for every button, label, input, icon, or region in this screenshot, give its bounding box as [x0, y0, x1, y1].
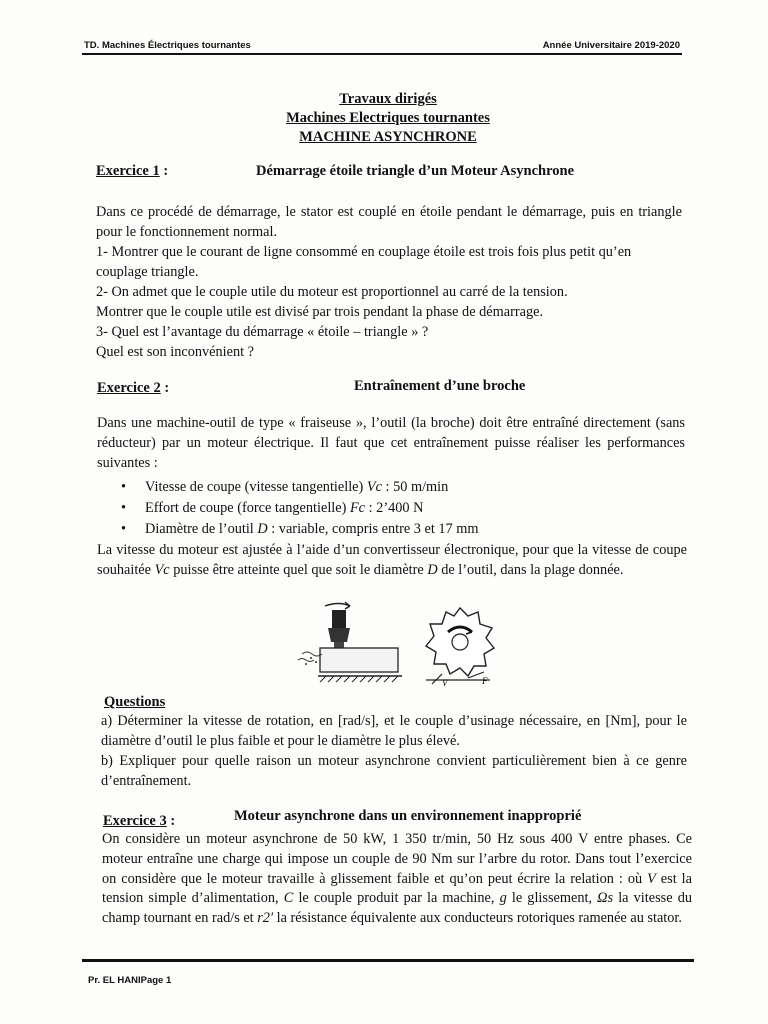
footer-author-page: Pr. EL HANIPage 1	[88, 975, 172, 986]
document-title-block	[200, 90, 576, 147]
title-line-2: Machines Electriques tournantes	[286, 110, 490, 126]
exercise-1-question-2b: Montrer que le couple utile est divisé par trois pendant la phase de démarrage.	[96, 304, 544, 320]
exercise-1-question-3a: 3- Quel est l’avantage du démarrage « étoile – triangle » ?	[96, 324, 429, 340]
exercise-2-question-a: a) Déterminer la vitesse de rotation, en [rad/s], et le couple d’usinage nécessaire, en [Nm], pour le diamètre d’outil le plus faible et pour le diamètre le plus élevé.	[101, 713, 687, 749]
exercise-3-paragraph: On considère un moteur asynchrone de 50 kW, 1 350 tr/min, 50 Hz sous 400 V entre phases. Ce moteur entraîne une charge qui impose un couple de 90 Nm sur l’arbre du rotor. Dans tout l’exercice on considère que le moteur travaille à glissement faible et qu’on peut écrire la relation : où V est la tension simple d’alimentation, C le couple produit par la machine, g le glissement, Ωs la vitesse du champ tournant en rad/s et r2′ la résistance équivalente aux conducteurs rotoriques ramenée au stator.	[102, 831, 693, 927]
exercise-1-title: Démarrage étoile triangle d’un Moteur Asynchrone	[256, 163, 575, 179]
exercise-3-title: Moteur asynchrone dans un environnement inapproprié	[234, 808, 582, 824]
exercise-3-label: Exercice 3 :	[103, 813, 176, 829]
footer-rule	[82, 959, 694, 962]
spindle	[332, 610, 346, 628]
exercise-1-intro: Dans ce procédé de démarrage, le stator est couplé en étoile pendant le démarrage, puis en triangle pour le fonctionnement normal.	[96, 204, 682, 240]
figure-label-f: F	[482, 676, 488, 686]
exercise-2-label: Exercice 2 :	[97, 380, 170, 396]
list-item: • Vitesse de coupe (vitesse tangentielle) Vc : 50 m/min	[121, 477, 641, 498]
exercise-1-question-3b: Quel est son inconvénient ?	[96, 344, 255, 360]
title-line-3: MACHINE ASYNCHRONE	[299, 129, 477, 145]
exercise-2-intro: Dans une machine-outil de type « fraiseuse », l’outil (la broche) doit être entraîné directement (sans réducteur) par un moteur électrique. Il faut que cet entraînement puisse réaliser les performances suivantes :	[97, 415, 685, 471]
list-item: • Diamètre de l’outil D : variable, compris entre 3 et 17 mm	[121, 519, 641, 540]
milling-illustration	[292, 598, 504, 690]
list-item: • Effort de coupe (force tangentielle) Fc : 2’400 N	[121, 498, 641, 519]
exercise-2-question-b: b) Expliquer pour quelle raison un moteur asynchrone convient particulièrement bien à ce genre d’entraînement.	[101, 753, 687, 789]
header-rule	[82, 53, 682, 55]
header-course-title: TD. Machines Électriques tournantes	[84, 40, 251, 51]
milling-tool-figure	[292, 598, 504, 690]
title-line-1: Travaux dirigés	[339, 91, 437, 107]
exercise-2-performance-list	[121, 477, 641, 540]
questions-label: Questions	[104, 694, 166, 710]
exercise-1-question-2a: 2- On admet que le couple utile du moteur est proportionnel au carré de la tension.	[96, 284, 568, 300]
figure-label-v: V	[442, 678, 448, 688]
workpiece	[320, 648, 398, 672]
exercise-2-paragraph-2: La vitesse du moteur est ajustée à l’aide d’un convertisseur électronique, pour que la vitesse de coupe souhaitée Vc puisse être atteinte quel que soit le diamètre D de l’outil, dans la plage donnée.	[97, 542, 687, 578]
exercise-1-label: Exercice 1 :	[96, 163, 169, 179]
header-academic-year: Année Universitaire 2019-2020	[542, 40, 680, 51]
exercise-1-question-1: 1- Montrer que le courant de ligne consommé en couplage étoile est trois fois plus petit qu’en couplage triangle.	[96, 244, 632, 280]
gear-cutter-icon	[426, 608, 494, 676]
exercise-2-title: Entraînement d’une broche	[354, 378, 526, 394]
